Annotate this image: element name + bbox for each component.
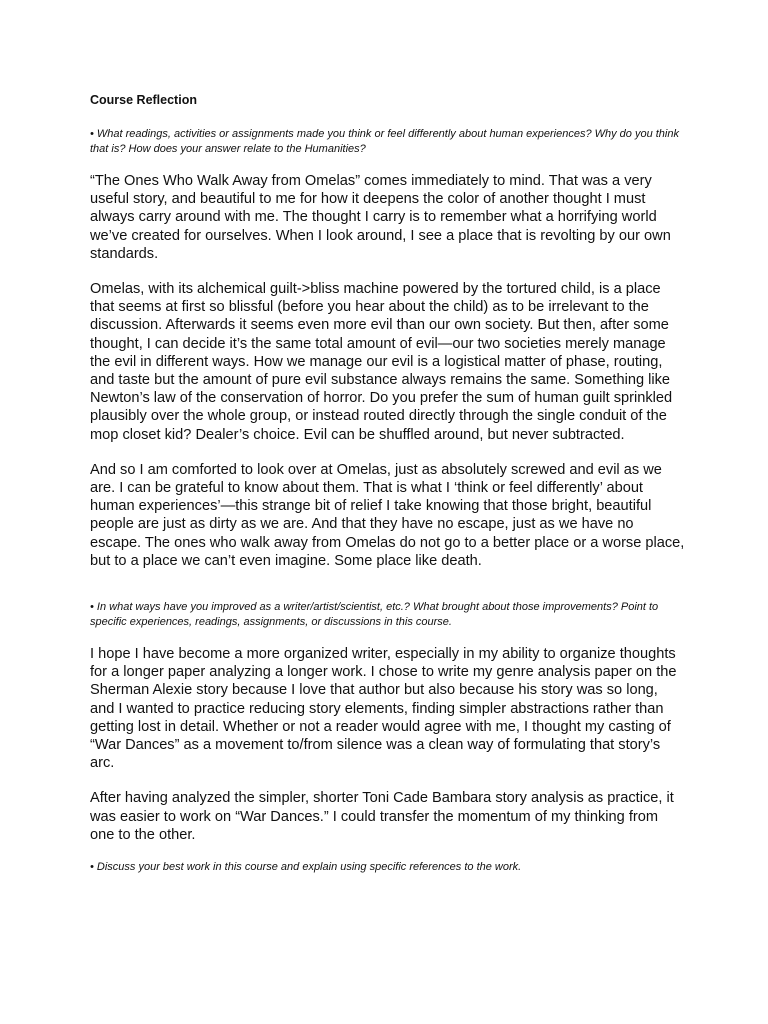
- reflection-section-3: [90, 860, 685, 875]
- document-page: [90, 92, 685, 875]
- reflection-section-1: [90, 127, 685, 570]
- document-title: Course Reflection: [90, 93, 197, 107]
- question-prompt-1: • What readings, activities or assignments made you think or feel differently about human experiences? Why do you think that is? How does your answer relate to the Humanities?: [90, 128, 679, 155]
- paragraph-omelas-evil: Omelas, with its alchemical guilt->bliss machine powered by the tortured child, is a place that seems at first so blissful (before you hear about the child) as to be irrelevant to the discussion. Afterwards it seems even more evil than our own society. But then, after some thought, I can decide it’s the same total amount of evil—our two societies merely manage the evil in different ways. How we manage our evil is a logistical matter of phase, routing, and taste but the amount of pure evil substance always remains the same. Something like Newton’s law of the conservation of horror. Do you prefer the sum of human guilt sprinkled plausibly over the whole group, or instead routed directly through the single conduit of the mop closet kid? Dealer’s choice. Evil can be shuffled around, but never subtracted.: [90, 281, 673, 443]
- paragraph-bambara-practice: After having analyzed the simpler, shorter Toni Cade Bambara story analysis as practice, it was easier to work on “War Dances.” I could transfer the momentum of my thinking from one to the other.: [90, 790, 674, 843]
- paragraph-omelas-comfort: And so I am comforted to look over at Omelas, just as absolutely screwed and evil as we are. I can be grateful to know about them. That is what I ‘think or feel differently’ about human experiences’—this strange bit of relief I take knowing that those bright, beautiful people are just as dirty as we are. And that they have no escape, just as we have no escape. The ones who walk away from Omelas do not go to a better place or a worse place, but to a place we can’t even imagine. Some place like death.: [90, 461, 685, 569]
- paragraph-organized-writer: I hope I have become a more organized writer, especially in my ability to organize thoughts for a longer paper analyzing a longer work. I chose to write my genre analysis paper on the Sherman Alexie story because I love that author but also because his story was so long, and I wanted to practice reducing story elements, finding simpler abstractions rather than getting lost in detail. Whether or not a reader would agree with me, I thought my casting of “War Dances” as a movement to/from silence was a clean way of formulating that story’s arc.: [90, 646, 677, 772]
- question-prompt-2: • In what ways have you improved as a writer/artist/scientist, etc.? What brought about those improvements? Point to specific experiences, readings, assignments, or discussions in this course.: [90, 601, 659, 629]
- question-prompt-3: • Discuss your best work in this course and explain using specific references to the work.: [90, 861, 522, 874]
- reflection-section-2: [90, 600, 685, 844]
- paragraph-omelas-intro: “The Ones Who Walk Away from Omelas” comes immediately to mind. That was a very useful story, and beautiful to me for how it deepens the color of another thought I must always carry around with me. The thought I carry is to remember what a horrifying world we’ve created for ourselves. When I look around, I see a place that is revolting by our own standards.: [90, 173, 671, 262]
